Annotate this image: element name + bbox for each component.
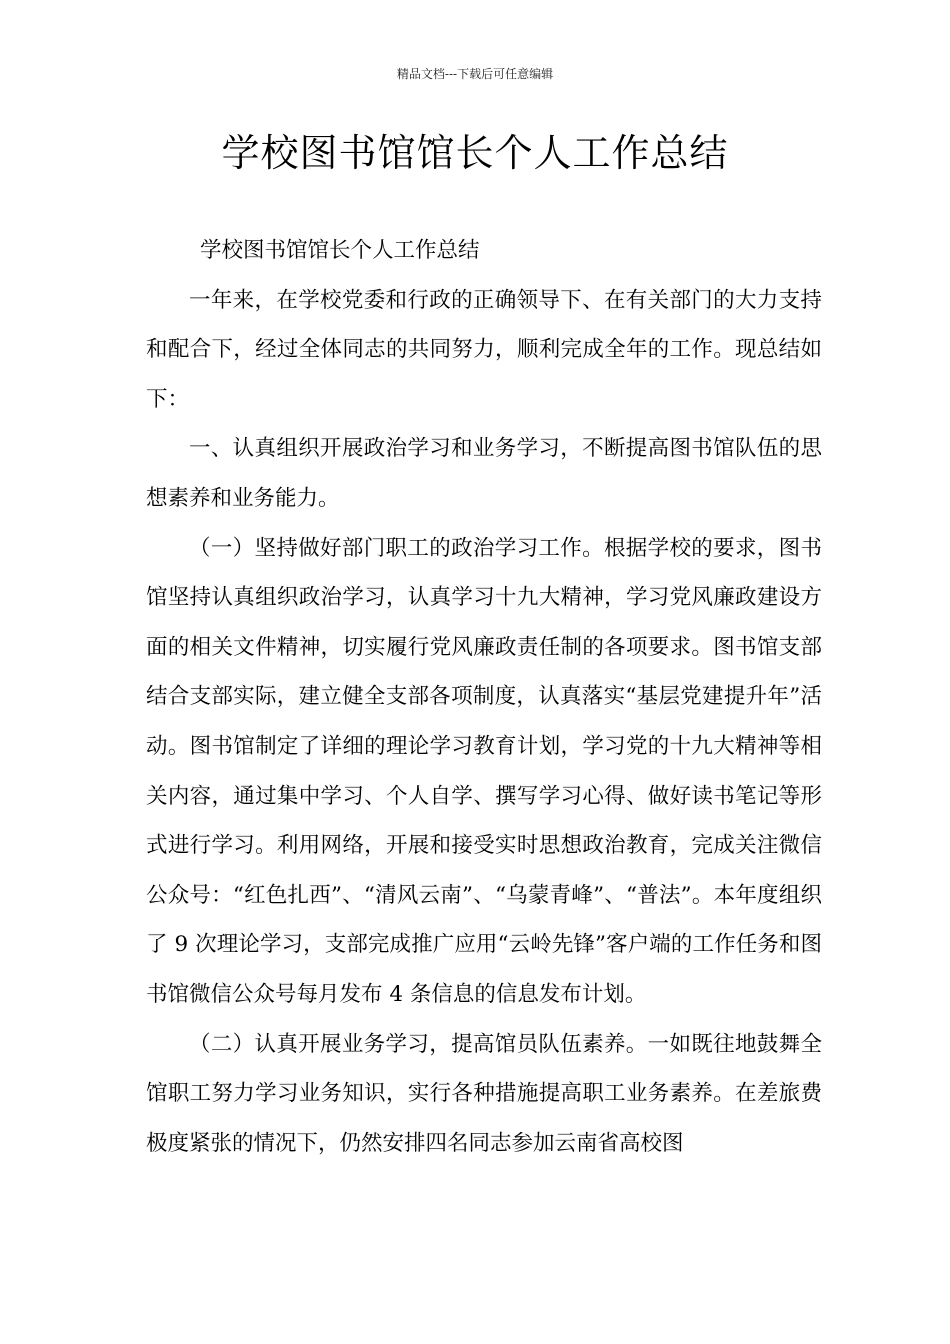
document-subtitle: 学校图书馆馆长个人工作总结	[200, 238, 480, 263]
header-note: 精品文档---下载后可任意编辑	[396, 67, 554, 81]
paragraph-business-study: （二）认真开展业务学习，提高馆员队伍素养。一如既往地鼓舞全馆职工努力学习业务知识，实行各种措施提高职工业务素养。在差旅费极度紧张的情况下，仍然安排四名同志参加云南省高校图	[146, 1031, 822, 1156]
document-title: 学校图书馆馆长个人工作总结	[221, 131, 729, 175]
document-body	[146, 226, 822, 1168]
paragraph-intro: 一年来，在学校党委和行政的正确领导下、在有关部门的大力支持和配合下，经过全体同志的共同努力，顺利完成全年的工作。现总结如下：	[146, 287, 822, 412]
paragraph-political-study: （一）坚持做好部门职工的政治学习工作。根据学校的要求，图书馆坚持认真组织政治学习，认真学习十九大精神，学习党风廉政建设方面的相关文件精神，切实履行党风廉政责任制的各项要求。图书馆支部结合支部实际，建立健全支部各项制度，认真落实“基层党建提升年”活动。图书馆制定了详细的理论学习教育计划，学习党的十九大精神等相关内容，通过集中学习、个人自学、撰写学习心得、做好读书笔记等形式进行学习。利用网络，开展和接受实时思想政治教育，完成关注微信公众号：“红色扎西”、“清风云南”、“乌蒙青峰”、“普法”。本年度组织了 9 次理论学习，支部完成推广应用“云岭先锋”客户端的工作任务和图书馆微信公众号每月发布 4 条信息的信息发布计划。	[146, 535, 822, 1007]
paragraph-section-one-heading: 一、认真组织开展政治学习和业务学习，不断提高图书馆队伍的思想素养和业务能力。	[146, 436, 822, 511]
